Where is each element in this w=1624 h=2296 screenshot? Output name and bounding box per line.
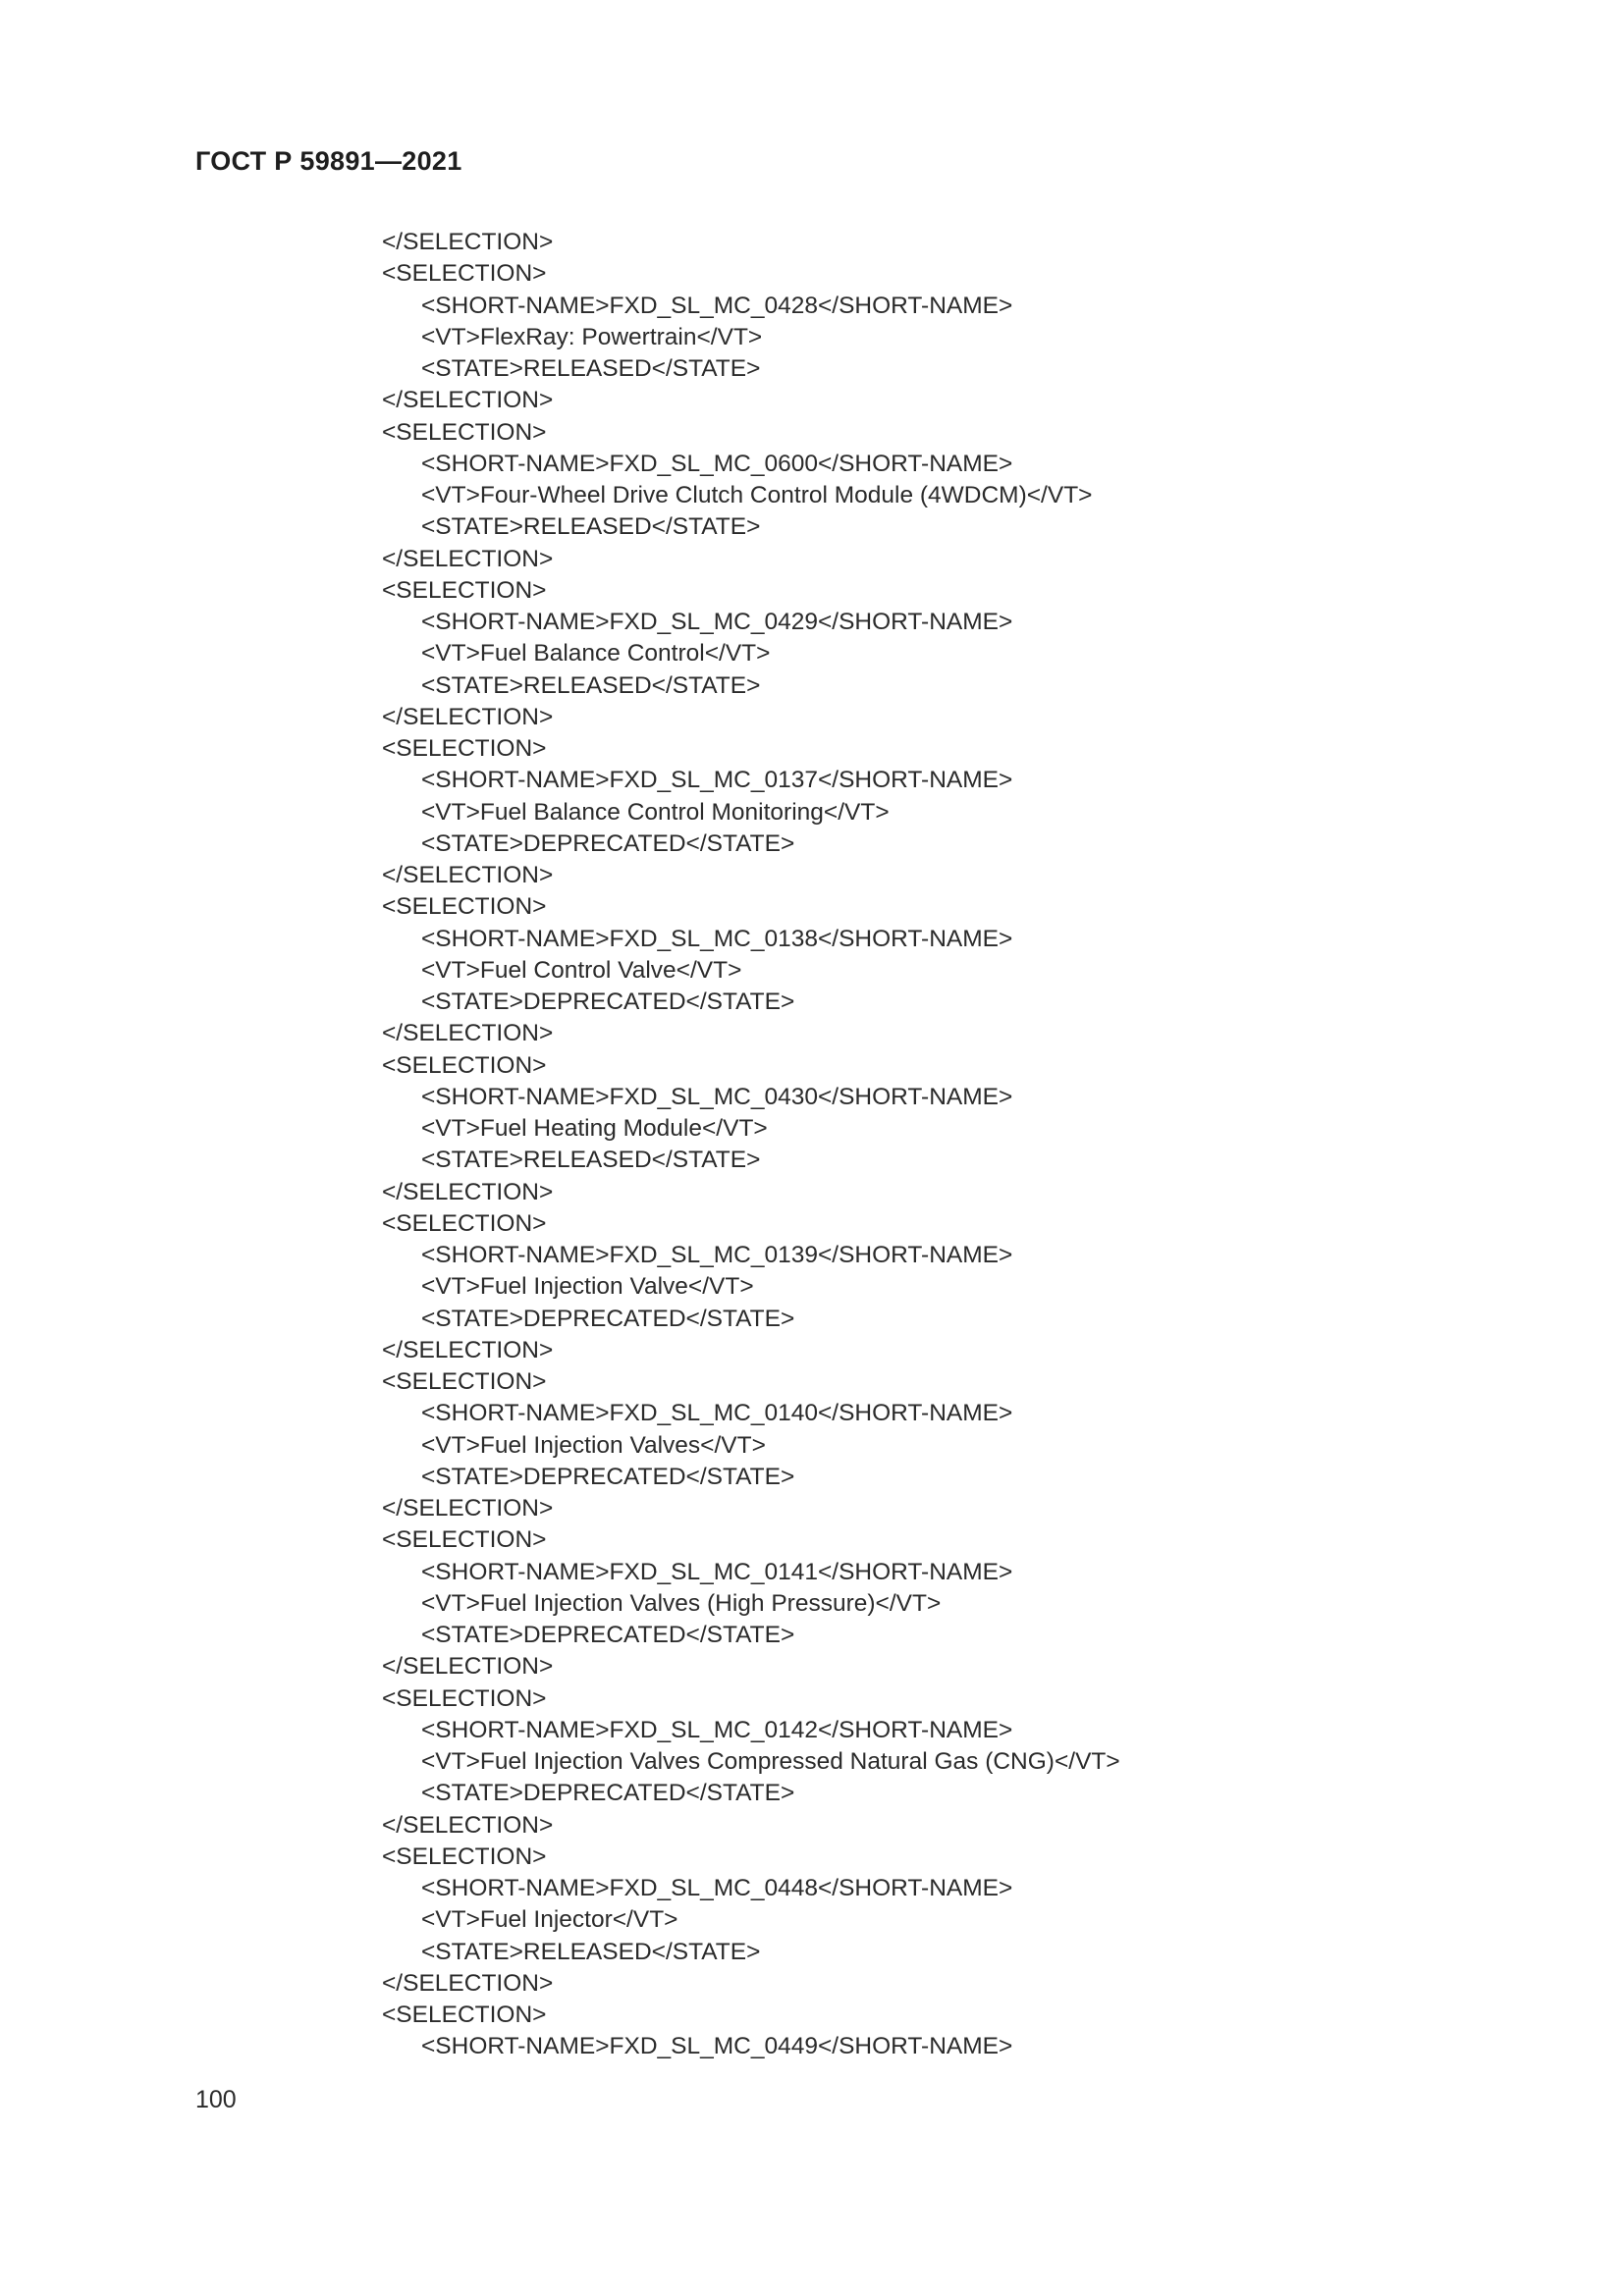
code-line: <VT>Fuel Injection Valves</VT> [421, 1431, 766, 1459]
code-line: <STATE>RELEASED</STATE> [421, 1938, 761, 1965]
xml-code-listing [382, 227, 1120, 2063]
code-line: <VT>Fuel Balance Control Monitoring</VT> [421, 798, 890, 826]
code-line: <SHORT-NAME>FXD_SL_MC_0429</SHORT-NAME> [421, 609, 1013, 635]
code-line: </SELECTION> [382, 1811, 554, 1839]
code-line: <SELECTION> [382, 418, 547, 446]
code-line: </SELECTION> [382, 1653, 554, 1681]
code-line: </SELECTION> [382, 1495, 554, 1522]
code-line: <SHORT-NAME>FXD_SL_MC_0138</SHORT-NAME> [421, 925, 1013, 952]
code-line: <SELECTION> [382, 2002, 547, 2028]
code-line: <STATE>RELEASED</STATE> [421, 355, 761, 382]
code-line: <SHORT-NAME>FXD_SL_MC_0140</SHORT-NAME> [421, 1400, 1013, 1427]
code-line: </SELECTION> [382, 387, 554, 414]
code-line: <SELECTION> [382, 1368, 547, 1395]
code-line: <SHORT-NAME>FXD_SL_MC_0428</SHORT-NAME> [421, 292, 1013, 319]
document-standard-header: ГОСТ Р 59891—2021 [195, 146, 462, 176]
code-line: <SHORT-NAME>FXD_SL_MC_0600</SHORT-NAME> [421, 450, 1013, 477]
code-line: <VT>Fuel Control Valve</VT> [421, 956, 742, 984]
code-line: <SHORT-NAME>FXD_SL_MC_0430</SHORT-NAME> [421, 1083, 1013, 1110]
code-line: </SELECTION> [382, 703, 554, 730]
code-line: </SELECTION> [382, 229, 554, 255]
code-line: <SHORT-NAME>FXD_SL_MC_0448</SHORT-NAME> [421, 1875, 1013, 1901]
code-line: </SELECTION> [382, 545, 554, 572]
code-line: <VT>Fuel Balance Control</VT> [421, 640, 771, 667]
code-line: <VT>Fuel Injector</VT> [421, 1906, 678, 1934]
code-line: <SELECTION> [382, 260, 547, 288]
code-line: <VT>Fuel Injection Valves Compressed Natural Gas (CNG)</VT> [421, 1748, 1120, 1775]
code-line: </SELECTION> [382, 1336, 554, 1363]
code-line: <VT>Four-Wheel Drive Clutch Control Module (4WDCM)</VT> [421, 482, 1093, 508]
code-line: <STATE>DEPRECATED</STATE> [421, 1305, 795, 1332]
code-line: <SELECTION> [382, 893, 547, 921]
code-line: <SHORT-NAME>FXD_SL_MC_0141</SHORT-NAME> [421, 1558, 1013, 1585]
page-number: 100 [195, 2086, 237, 2113]
code-line: <SHORT-NAME>FXD_SL_MC_0139</SHORT-NAME> [421, 1242, 1013, 1268]
code-line: </SELECTION> [382, 1969, 554, 1997]
code-line: <SHORT-NAME>FXD_SL_MC_0142</SHORT-NAME> [421, 1716, 1013, 1743]
code-line: </SELECTION> [382, 862, 554, 888]
code-line: <SELECTION> [382, 1209, 547, 1237]
code-line: <SELECTION> [382, 576, 547, 604]
code-line: <SELECTION> [382, 1684, 547, 1712]
code-line: <SELECTION> [382, 1051, 547, 1079]
code-line: <STATE>RELEASED</STATE> [421, 513, 761, 541]
code-line: <STATE>DEPRECATED</STATE> [421, 1622, 795, 1648]
code-line: <VT>FlexRay: Powertrain</VT> [421, 323, 763, 350]
code-line: <SHORT-NAME>FXD_SL_MC_0449</SHORT-NAME> [421, 2033, 1013, 2060]
code-line: <VT>Fuel Heating Module</VT> [421, 1115, 768, 1142]
code-line: <STATE>DEPRECATED</STATE> [421, 988, 795, 1015]
code-line: <SHORT-NAME>FXD_SL_MC_0137</SHORT-NAME> [421, 767, 1013, 794]
code-line: </SELECTION> [382, 1178, 554, 1205]
code-line: <VT>Fuel Injection Valves (High Pressure)</VT> [421, 1589, 942, 1617]
code-line: <STATE>RELEASED</STATE> [421, 671, 761, 699]
code-line: <VT>Fuel Injection Valve</VT> [421, 1273, 754, 1301]
code-line: <STATE>DEPRECATED</STATE> [421, 829, 795, 857]
code-line: <SELECTION> [382, 1842, 547, 1870]
code-line: <SELECTION> [382, 735, 547, 762]
code-line: <SELECTION> [382, 1526, 547, 1554]
code-line: <STATE>DEPRECATED</STATE> [421, 1780, 795, 1807]
code-line: <STATE>DEPRECATED</STATE> [421, 1463, 795, 1490]
code-line: <STATE>RELEASED</STATE> [421, 1147, 761, 1174]
code-line: </SELECTION> [382, 1020, 554, 1047]
